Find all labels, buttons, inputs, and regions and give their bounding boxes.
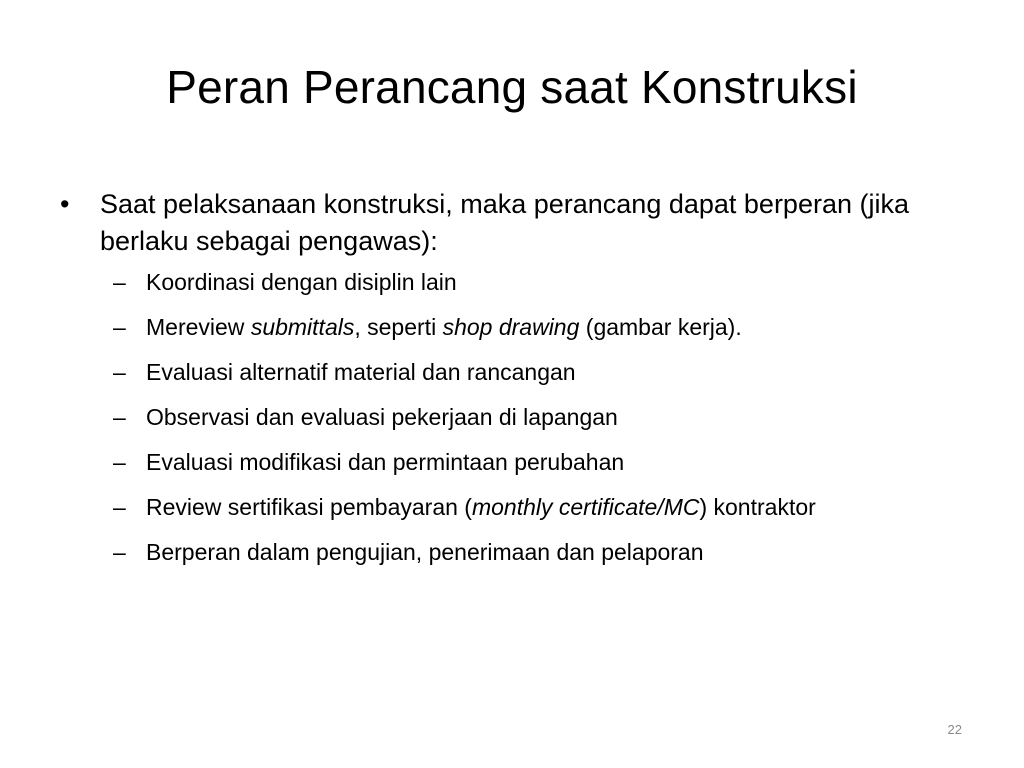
sub-bullet-text: Evaluasi modifikasi dan permintaan perubahan	[146, 449, 625, 475]
sub-bullet-item	[60, 267, 980, 298]
sub-bullet-text: Berperan dalam pengujian, penerimaan dan pelaporan	[146, 539, 704, 565]
sub-bullet-list	[60, 267, 980, 568]
bullet-icon: •	[60, 189, 70, 219]
dash-icon: –	[113, 314, 126, 340]
sub-bullet-item	[60, 312, 980, 343]
sub-bullet-item	[60, 447, 980, 478]
text-segment: , seperti	[354, 314, 443, 340]
sub-bullet-text: Observasi dan evaluasi pekerjaan di lapangan	[146, 404, 618, 430]
dash-icon: –	[113, 449, 126, 475]
text-segment: Review sertifikasi pembayaran (	[146, 494, 472, 520]
italic-term: shop drawing	[442, 314, 580, 340]
main-bullet-text: Saat pelaksanaan konstruksi, maka perancang dapat berperan (jika berlaku sebagai pengawas):	[100, 189, 909, 256]
slide-title: Peran Perancang saat Konstruksi	[166, 61, 858, 113]
slide-content	[60, 186, 980, 582]
page-number: 22	[947, 722, 962, 737]
dash-icon: –	[113, 494, 126, 520]
sub-bullet-text: Koordinasi dengan disiplin lain	[146, 269, 457, 295]
dash-icon: –	[113, 539, 126, 565]
sub-bullet-text: Evaluasi alternatif material dan rancangan	[146, 359, 576, 385]
italic-term: monthly certificate/MC	[471, 494, 700, 520]
sub-bullet-item	[60, 537, 980, 568]
sub-bullet-item	[60, 492, 980, 523]
dash-icon: –	[113, 269, 126, 295]
sub-bullet-text	[146, 494, 816, 520]
dash-icon: –	[113, 359, 126, 385]
italic-term: submittals	[250, 314, 355, 340]
main-bullet-item	[60, 186, 980, 260]
text-segment: (gambar kerja).	[579, 314, 742, 340]
text-segment: ) kontraktor	[699, 494, 816, 520]
text-segment: Mereview	[146, 314, 251, 340]
sub-bullet-text	[146, 314, 742, 340]
dash-icon: –	[113, 404, 126, 430]
sub-bullet-item	[60, 402, 980, 433]
sub-bullet-item	[60, 357, 980, 388]
